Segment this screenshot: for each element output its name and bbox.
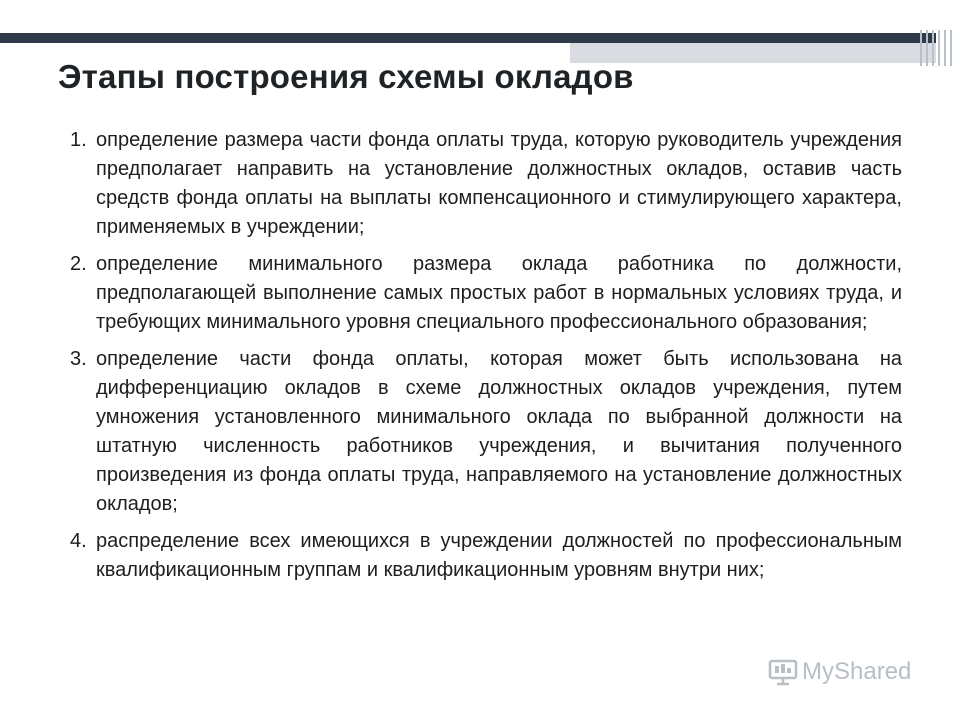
top-decorative-bar: [0, 33, 936, 43]
item-text: определение размера части фонда оплаты труда, которую руководитель учреждения предполагает направить на установление должностных окладов, оставив часть средств фонда оплаты на выплаты компенсационного и стимулирующего характера, применяемых в учреждении;: [96, 129, 902, 238]
watermark: [768, 658, 911, 686]
item-text: определение части фонда оплаты, которая может быть использована на дифференциацию окладов в схеме должностных окладов учреждения, путем умножения установленного минимального оклада по выбранной должности на штатную численность работников учреждения, и вычитания полученного произведения из фонда оплаты труда, направляемого на установление должностных окладов;: [96, 348, 902, 515]
list-item: [70, 250, 902, 337]
steps-list: [70, 126, 902, 593]
watermark-text: MyShared: [802, 658, 912, 685]
slide-title: Этапы построения схемы окладов: [58, 58, 634, 95]
decorative-stripes: [916, 30, 960, 66]
presentation-icon: [768, 658, 798, 686]
list-item: [70, 527, 902, 585]
item-text: определение минимального размера оклада работника по должности, предполагающей выполнение самых простых работ в нормальных условиях труда, и требующих минимального уровня специального профессионального образования;: [96, 253, 902, 333]
list-item: [70, 126, 902, 242]
item-number: 3.: [70, 348, 87, 370]
item-text: распределение всех имеющихся в учреждении должностей по профессиональным квалификационным группам и квалификационным уровням внутри них;: [96, 530, 902, 581]
item-number: 1.: [70, 129, 87, 151]
list-item: [70, 345, 902, 519]
item-number: 2.: [70, 253, 87, 275]
item-number: 4.: [70, 530, 87, 552]
